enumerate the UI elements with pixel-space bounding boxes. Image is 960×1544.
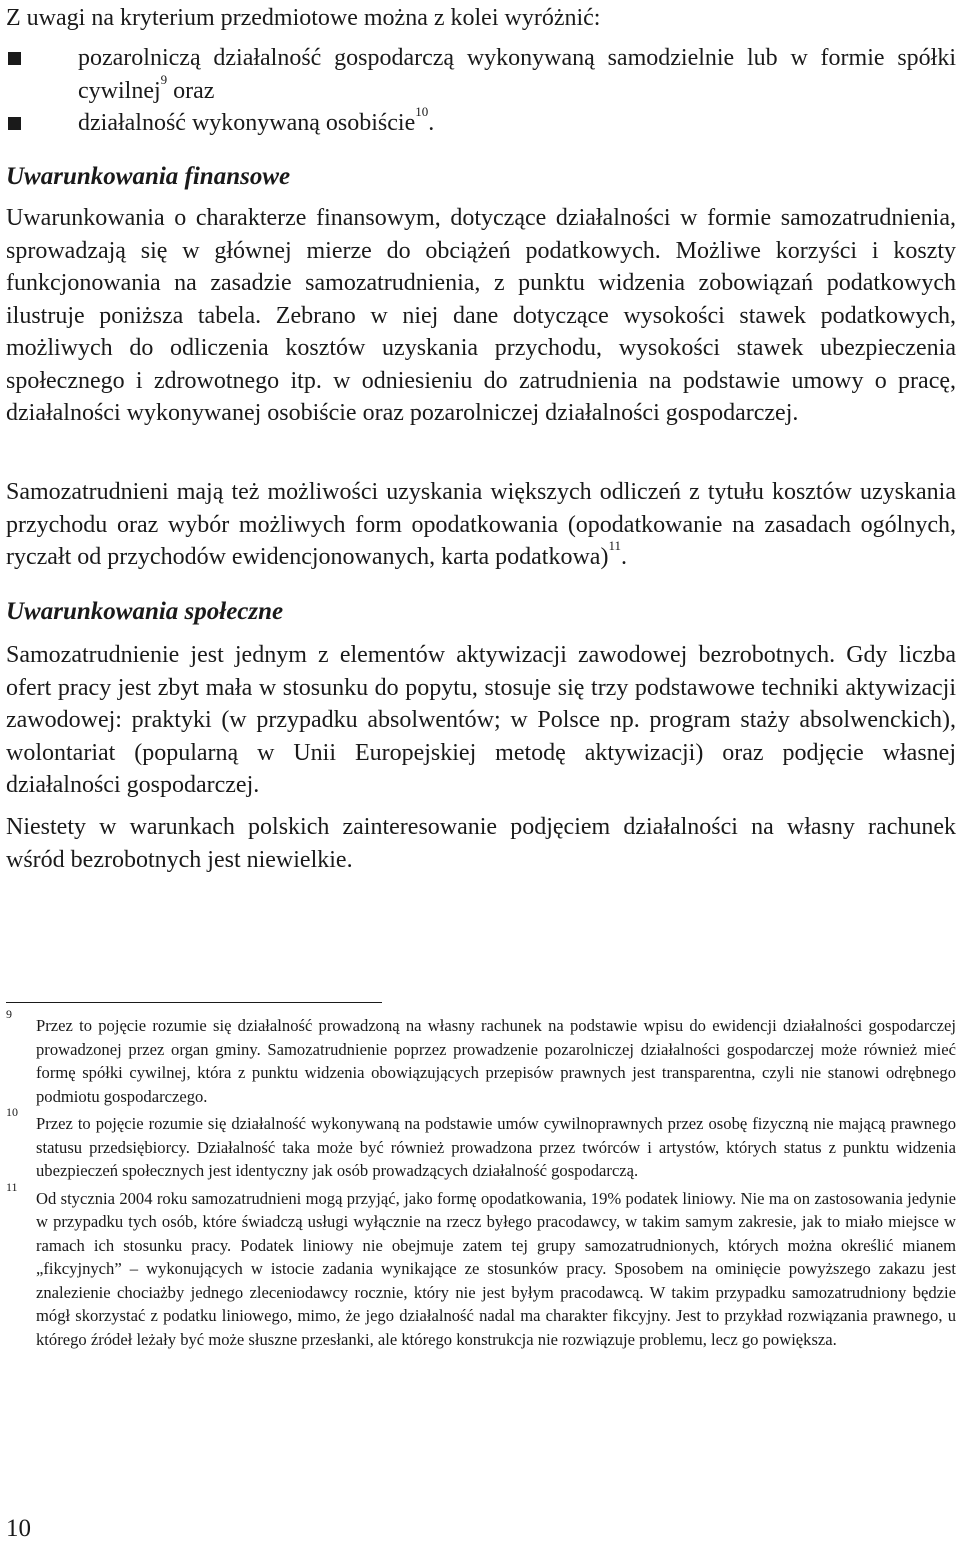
bullet-text-tail: oraz	[167, 77, 215, 104]
footnote-text: Przez to pojęcie rozumie się działalność prowadzoną na własny rachunek na podstawie wpisu do ewidencji działalności gospodarczej prowadzonej przez organ gminy. Samozatrudnienie poprzez prowadzenie pozarolniczej działalności gospodarczej może również mieć formę spółki cywilnej, która z punktu widzenia obowiązujących przepisów prawnych jest transparentna, czyli nie stanowi odrębnego podmiotu gospodarczego.	[36, 1016, 956, 1106]
footnote-text: Od stycznia 2004 roku samozatrudnieni mogą przyjąć, jako formę opodatkowania, 19% podatek liniowy. Nie ma on zastosowania jedynie w przypadku tych osób, które świadczą usługi wyłącznie na rzecz byłego pracodawcy, w takim samym zakresie, jak to miało miejsce w ramach ich stosunku pracy. Podatek liniowy nie obejmuje zatem tej grupy samozatrudnionych, których można określić mianem „fikcyjnych” – wykonujących w istocie zadania wynikające ze stosunków pracy. Sposobem na ominięcie powyższego zakazu jest znalezienie chociażby jednego zleceniodawcy rocznie, który nie jest byłym pracodawcą. W takim przypadku samozatrudniony będzie mógł skorzystać z podatku liniowego, mimo, że jego działalność nadal ma charakter fikcyjny. Jest to przykład rozwiązania prawnego, u którego źródeł leżały być może słuszne przesłanki, ale którego konstrukcja nie rozwiązuje problemu, lecz go powiększa.	[36, 1188, 956, 1349]
footnote-ref-11[interactable]: 11	[608, 538, 621, 553]
paragraph-social-2: Niestety w warunkach polskich zainteresowanie podjęciem działalności na własny rachunek wśród bezrobotnych jest niewielkie.	[6, 814, 956, 873]
footnote-number: 9	[6, 1007, 12, 1021]
footnote-ref-10[interactable]: 10	[415, 104, 429, 119]
paragraph-end: .	[620, 544, 627, 570]
bullet-list	[6, 42, 956, 140]
paragraph-social-1: Samozatrudnienie jest jednym z elementów aktywizacji zawodowej bezrobotnych. Gdy liczba ofert pracy jest zbyt mała w stosunku do popytu, stosuje się trzy podstawowe techniki aktywizacji zawodowej: praktyki (w przypadku absolwentów; w Polsce np. program staży absolwenckich), wolontariat (popularną w Unii Europejskiej metodę aktywizacji) oraz podjęcie własnej działalności gospodarczej.	[6, 642, 956, 798]
paragraph-financial-2	[6, 476, 956, 574]
page-number: 10	[6, 1515, 31, 1542]
footnote-number: 10	[6, 1105, 18, 1119]
footnote-ref-9[interactable]: 9	[160, 71, 168, 87]
bullet-text: pozarolniczą działalność gospodarczą wykonywaną samodzielnie lub w formie spółki cywilnej	[78, 45, 956, 104]
footnote-text: Przez to pojęcie rozumie się działalność wykonywaną na podstawie umów cywilnoprawnych przez osobę fizyczną nie mającą prawnego statusu przedsiębiorcy. Działalność taka może być również prowadzona przez twórców i artystów, których status z punktu widzenia ubezpieczeń społecznych jest identyczny jak osób prowadzących działalność gospodarczą.	[36, 1114, 956, 1180]
section-heading-social: Uwarunkowania społeczne	[6, 598, 284, 625]
bullet-text: działalność wykonywaną osobiście	[78, 110, 416, 136]
footnote-number: 11	[6, 1179, 18, 1194]
bullet-text-tail: .	[428, 110, 435, 136]
footnote	[6, 1179, 956, 1352]
footnotes	[6, 1007, 956, 1351]
square-bullet-icon	[8, 117, 21, 130]
list-item	[6, 104, 956, 140]
footnote	[6, 1105, 956, 1183]
list-item	[6, 42, 956, 107]
footnote	[6, 1007, 956, 1108]
square-bullet-icon	[8, 52, 21, 65]
paragraph-text: Samozatrudnieni mają też możliwości uzyskania większych odliczeń z tytułu kosztów uzyskania przychodu oraz wybór możliwych form opodatkowania (opodatkowanie na zasadach ogólnych, ryczałt od przychodów ewidencjonowanych, karta podatkowa)	[6, 479, 956, 570]
footnote-divider	[6, 1002, 382, 1003]
section-heading-financial: Uwarunkowania finansowe	[6, 163, 291, 190]
paragraph-financial-1: Uwarunkowania o charakterze finansowym, dotyczące działalności w formie samozatrudnienia, sprowadzają się w głównej mierze do obciążeń podatkowych. Możliwe korzyści i koszty funkcjonowania na zasadzie samozatrudnienia, z punktu widzenia zobowiązań podatkowych ilustruje poniższa tabela. Zebrano w niej dane dotyczące wysokości stawek podatkowych, możliwych do odliczenia kosztów uzyskania przychodu, wysokości stawek ubezpieczenia społecznego i zdrowotnego itp. w odniesieniu do zatrudnienia na podstawie umowy o pracę, działalności wykonywanej osobiście oraz pozarolniczej działalności gospodarczej.	[6, 205, 956, 426]
intro-sentence: Z uwagi na kryterium przedmiotowe można z kolei wyróżnić:	[6, 5, 601, 31]
